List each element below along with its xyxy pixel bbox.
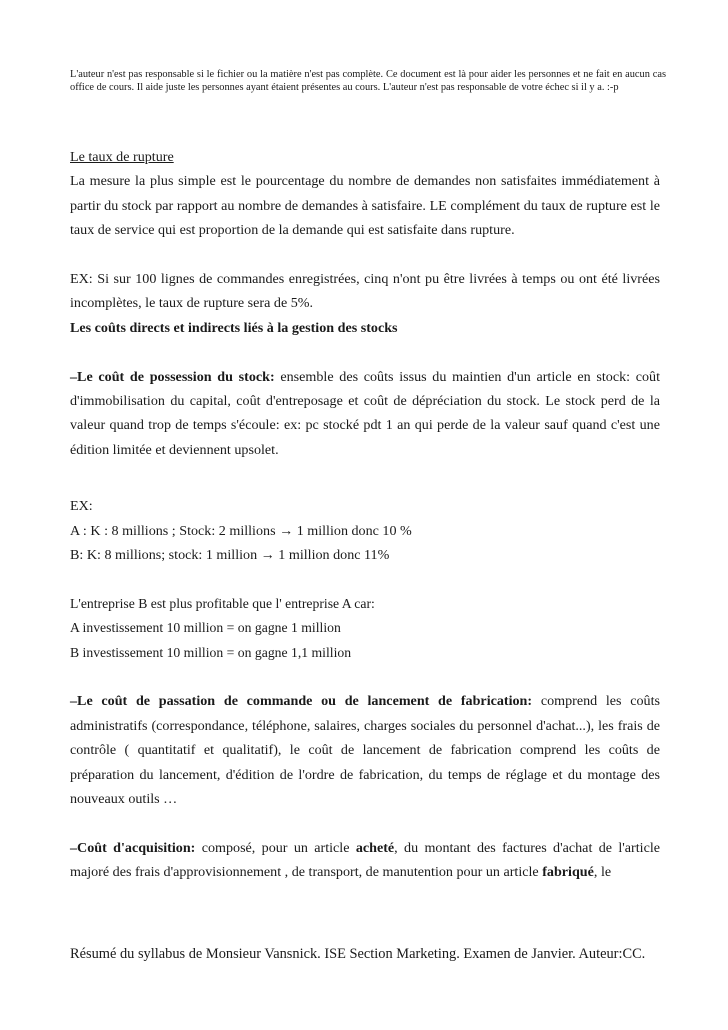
lead-cout-acquisition: –Coût d'acquisition:	[70, 839, 196, 856]
paragraph-cout-acquisition: –Coût d'acquisition: composé, pour un article acheté, du montant des factures d'achat de l'article majoré des frais d'approvisionnement , de transport, de manutention pour un article fabriqué, le	[70, 839, 660, 881]
paragraph-cout-passation: –Le coût de passation de commande ou de lancement de fabrication: comprend les coûts administratifs (correspondance, téléphone, salaires, charges sociales du personnel d'achat...), les frais de contrôle ( quantitatif et qualitatif), le coût de lancement de fabrication comprend les coûts de préparation du lancement, d'édition de l'ordre de fabrication, du temps de réglage et du montage des nouveaux outils …	[70, 693, 660, 808]
heading-couts-stocks: Les coûts directs et indirects liés à la gestion des stocks	[70, 319, 398, 336]
disclaimer-text: L'auteur n'est pas responsable si le fichier ou la matière n'est pas complète. Ce document est là pour aider les personnes et ne fait en aucun cas office de cours. Il aide juste les personnes ayant étaient présentes au cours. L'auteur n'est pas responsable de votre échec si il y a. :-p	[70, 69, 666, 93]
paragraph-cout-possession: –Le coût de possession du stock: ensemble des coûts issus du maintien d'un article en stock: coût d'immobilisation du capital, coût d'entreposage et coût de dépréciation du stock. Le stock perd de la valeur quand trop de temps s'écoule: ex: pc stocké pdt 1 an qui perde de la valeur sauf quand c'est une édition limitée et deviennent upsolet.	[70, 368, 660, 458]
example-taux-rupture: EX: Si sur 100 lignes de commandes enregistrées, cinq n'ont pu être livrées à temps ou ont été livrées incomplètes, le taux de rupture sera de 5%.	[70, 271, 660, 312]
investment-line-a: A investissement 10 million = on gagne 1 million	[70, 620, 341, 636]
example-label: EX:	[70, 498, 93, 515]
page-footer: Résumé du syllabus de Monsieur Vansnick. ISE Section Marketing. Examen de Janvier. Auteur:CC.	[70, 946, 646, 962]
example-line-b: B: K: 8 millions; stock: 1 million → 1 million donc 11%	[70, 547, 390, 564]
lead-cout-passation: –Le coût de passation de commande ou de lancement de fabrication:	[70, 693, 533, 710]
heading-taux-rupture: Le taux de rupture	[70, 149, 174, 165]
lead-cout-possession: –Le coût de possession du stock:	[70, 368, 275, 385]
document-body	[70, 145, 660, 885]
paragraph-taux-rupture: La mesure la plus simple est le pourcentage du nombre de demandes non satisfaites immédiatement à partir du stock par rapport au nombre de demandes à satisfaire. LE complément du taux de rupture est le taux de service qui est proportion de la demande qui est satisfaite dans rupture.	[70, 173, 660, 239]
investment-line-b: B investissement 10 million = on gagne 1,1 million	[70, 644, 352, 660]
conclusion-line: L'entreprise B est plus profitable que l' entreprise A car:	[70, 595, 375, 611]
example-line-a: A : K : 8 millions ; Stock: 2 millions → 1 million donc 10 %	[70, 522, 412, 539]
